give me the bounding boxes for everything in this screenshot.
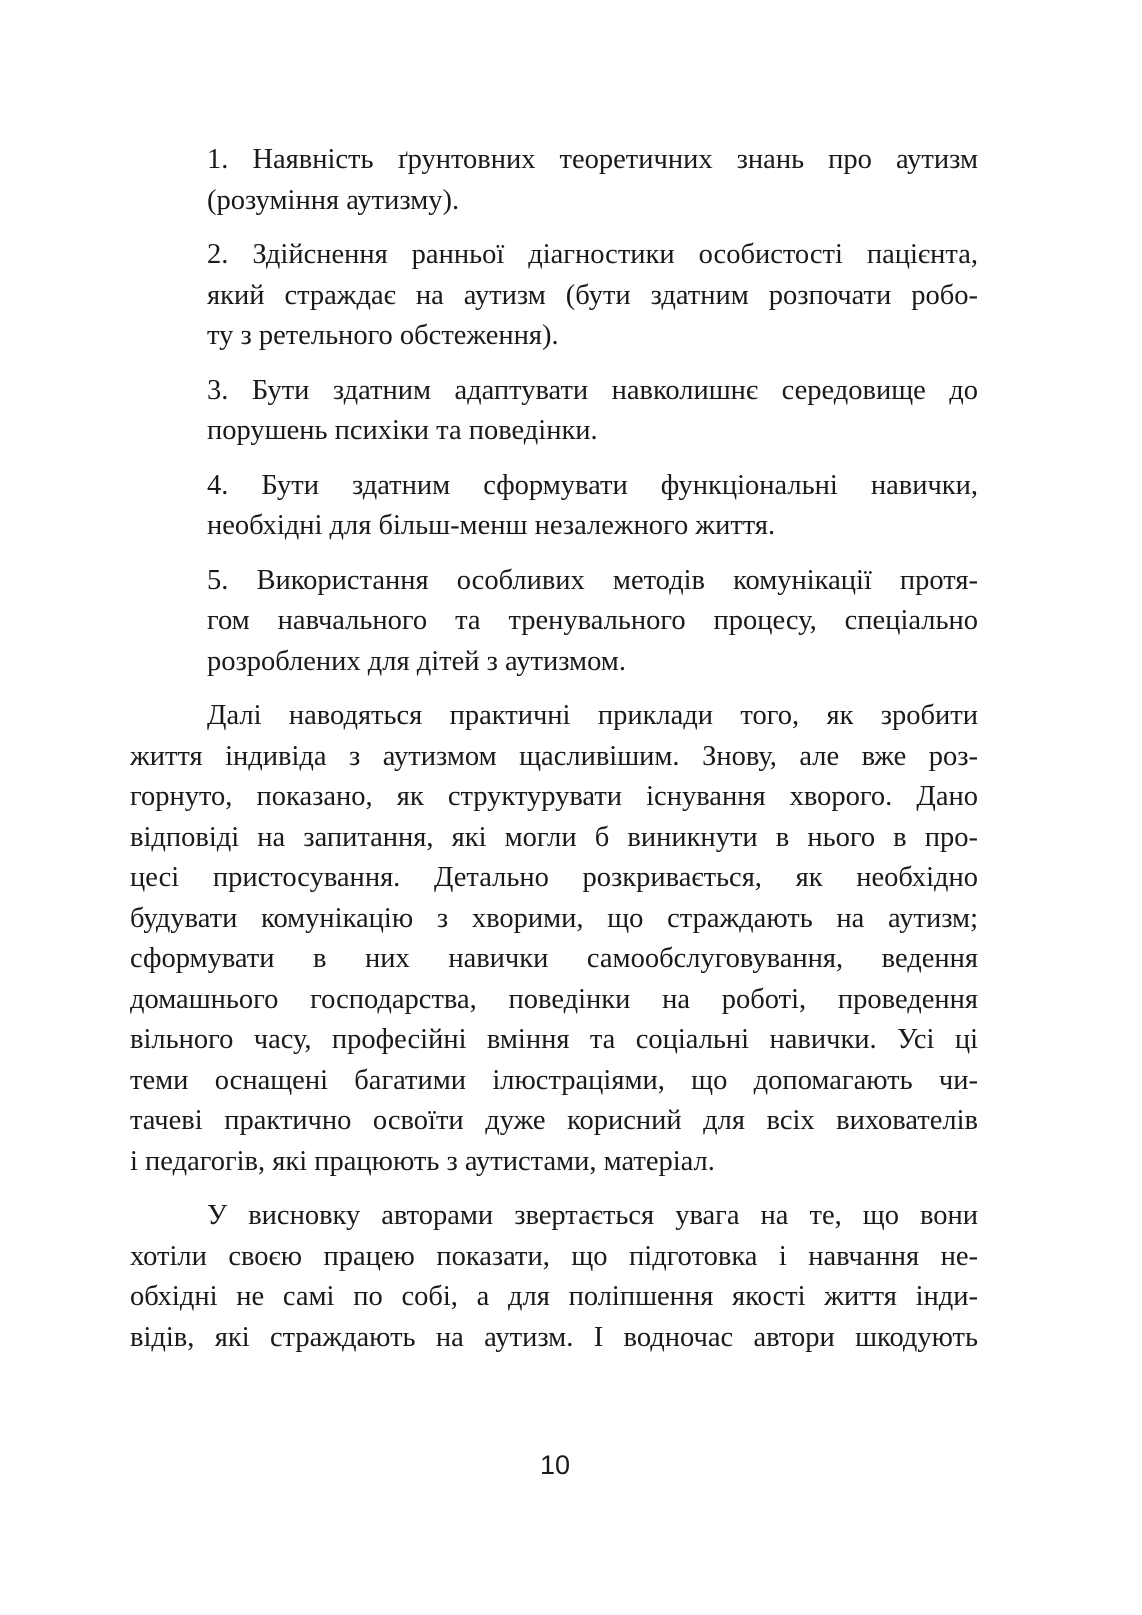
- list-item: [207, 371, 978, 452]
- text-line: 1. Наявність ґрунтовних теоретичних знань про аутизм: [207, 144, 978, 175]
- text-line: гом навчального та тренувального процесу, спеціально: [207, 605, 978, 636]
- text-line: 2. Здійснення ранньої діагностики особистості пацієнта,: [207, 239, 978, 270]
- text-line: і педагогів, які працюють з аутистами, матеріал.: [130, 1145, 715, 1177]
- text-line: (розуміння аутизму).: [207, 184, 460, 216]
- text-line: горнуто, показано, як структурувати існування хворого. Дано: [130, 781, 978, 812]
- list-item: [207, 140, 978, 221]
- list-item: [207, 466, 978, 547]
- text-line: сформувати в них навички самообслуговування, ведення: [130, 943, 978, 974]
- text-line: домашнього господарства, поведінки на роботі, проведення: [130, 983, 978, 1015]
- text-line: обхідні не самі по собі, а для поліпшення якості життя інди-: [130, 1281, 978, 1312]
- text-line: Далі наводяться практичні приклади того, як зробити: [207, 700, 978, 731]
- text-line: порушень психіки та поведінки.: [207, 415, 598, 446]
- text-line: хотіли своєю працею показати, що підготовка і навчання не-: [130, 1240, 978, 1272]
- list-item: [207, 561, 978, 683]
- text-line: 3. Бути здатним адаптувати навколишнє середовище до: [207, 374, 978, 406]
- text-line: який страждає на аутизм (бути здатним розпочати робо-: [207, 279, 978, 311]
- page-number: 10: [539, 1450, 571, 1480]
- text-line: теми оснащені багатими ілюстраціями, що допомагають чи-: [130, 1064, 978, 1096]
- list-item: [207, 235, 978, 357]
- body-paragraph: [130, 696, 978, 1182]
- text-line: необхідні для більш-менш незалежного життя.: [207, 510, 776, 541]
- text-line: розроблених для дітей з аутизмом.: [207, 645, 626, 677]
- text-line: вільного часу, професійні вміння та соціальні навички. Усі ці: [130, 1024, 978, 1055]
- text-line: відів, які страждають на аутизм. І водночас автори шкодують: [130, 1321, 978, 1353]
- text-line: цесі пристосування. Детально розкривається, як необхідно: [130, 862, 978, 893]
- page-text: [130, 140, 978, 1372]
- text-line: життя індивіда з аутизмом щасливішим. Знову, але вже роз-: [130, 740, 978, 772]
- text-line: У висновку авторами звертається увага на те, що вони: [207, 1200, 978, 1231]
- text-line: тачеві практично освоїти дуже корисний для всіх вихователів: [130, 1105, 978, 1136]
- body-paragraph: [130, 1196, 978, 1358]
- text-line: будувати комунікацію з хворими, що страждають на аутизм;: [130, 902, 978, 934]
- text-line: ту з ретельного обстеження).: [207, 320, 559, 351]
- text-line: відповіді на запитання, які могли б виникнути в нього в про-: [130, 821, 978, 853]
- text-line: 5. Використання особливих методів комунікації протя-: [207, 564, 978, 596]
- text-line: 4. Бути здатним сформувати функціональні навички,: [207, 469, 978, 501]
